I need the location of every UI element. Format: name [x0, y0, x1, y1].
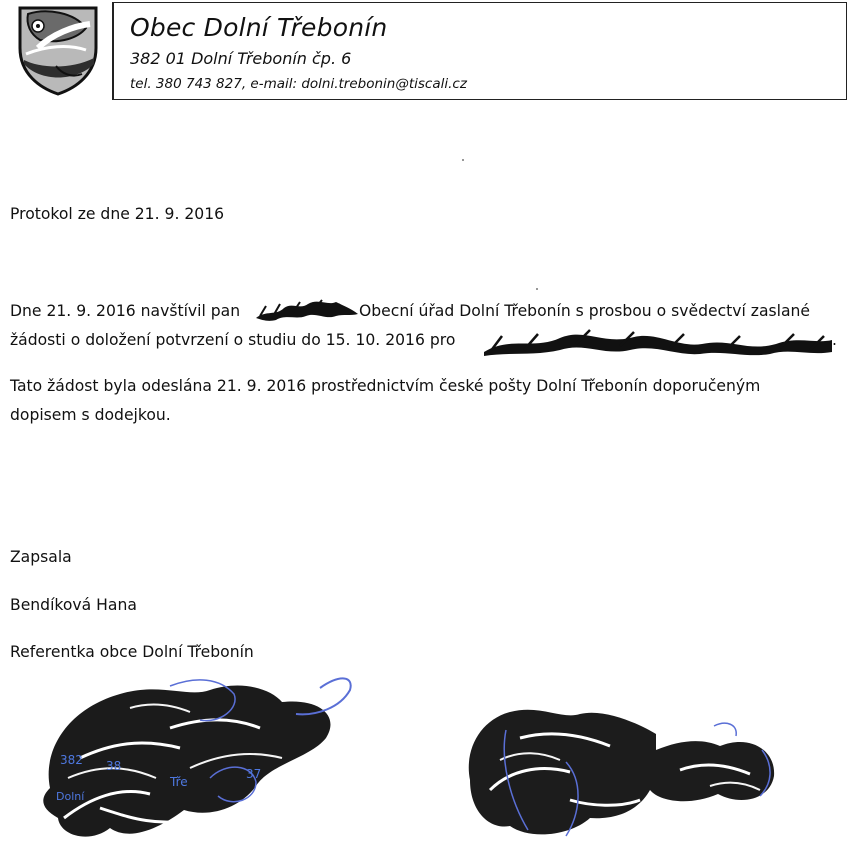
paragraph1-line2-end: .	[832, 331, 837, 349]
stamp-text: Dolní	[56, 790, 85, 803]
paragraph1-line2-start: žádosti o doložení potvrzení o studiu do 15. 10. 2016 pro	[10, 331, 456, 349]
stamp-text: 37	[246, 767, 262, 781]
protocol-heading: Protokol ze dne 21. 9. 2016	[10, 205, 225, 223]
clerk-role: Referentka obce Dolní Třebonín	[10, 643, 254, 661]
recorded-by-label: Zapsala	[10, 548, 72, 566]
clerk-name: Bendíková Hana	[10, 596, 137, 614]
paragraph1-line1-start: Dne 21. 9. 2016 navštívil pan	[10, 302, 241, 320]
municipality-name: Obec Dolní Třebonín	[130, 13, 388, 42]
municipality-address: 382 01 Dolní Třebonín čp. 6	[130, 49, 352, 68]
redacted-name	[480, 322, 836, 358]
paragraph2-line1: Tato žádost byla odeslána 21. 9. 2016 prostřednictvím české pošty Dolní Třebonín doporučeným	[10, 377, 761, 395]
redacted-name	[252, 296, 362, 324]
scan-speck	[462, 159, 464, 161]
paragraph2-line2: dopisem s dodejkou.	[10, 406, 171, 424]
redacted-stamp-and-signature	[20, 668, 360, 858]
stamp-text: Tře	[170, 775, 188, 789]
municipality-contact: tel. 380 743 827, e-mail: dolni.trebonin@tiscali.cz	[130, 76, 467, 92]
stamp-text: 38	[106, 759, 122, 773]
municipal-coat-of-arms	[16, 4, 100, 96]
scan-speck	[536, 288, 538, 290]
redacted-signature	[450, 690, 790, 858]
paragraph1-line1-end: Obecní úřad Dolní Třebonín s prosbou o svědectví zaslané	[359, 302, 811, 320]
stamp-text: 382	[60, 753, 83, 767]
letterhead	[112, 2, 847, 100]
